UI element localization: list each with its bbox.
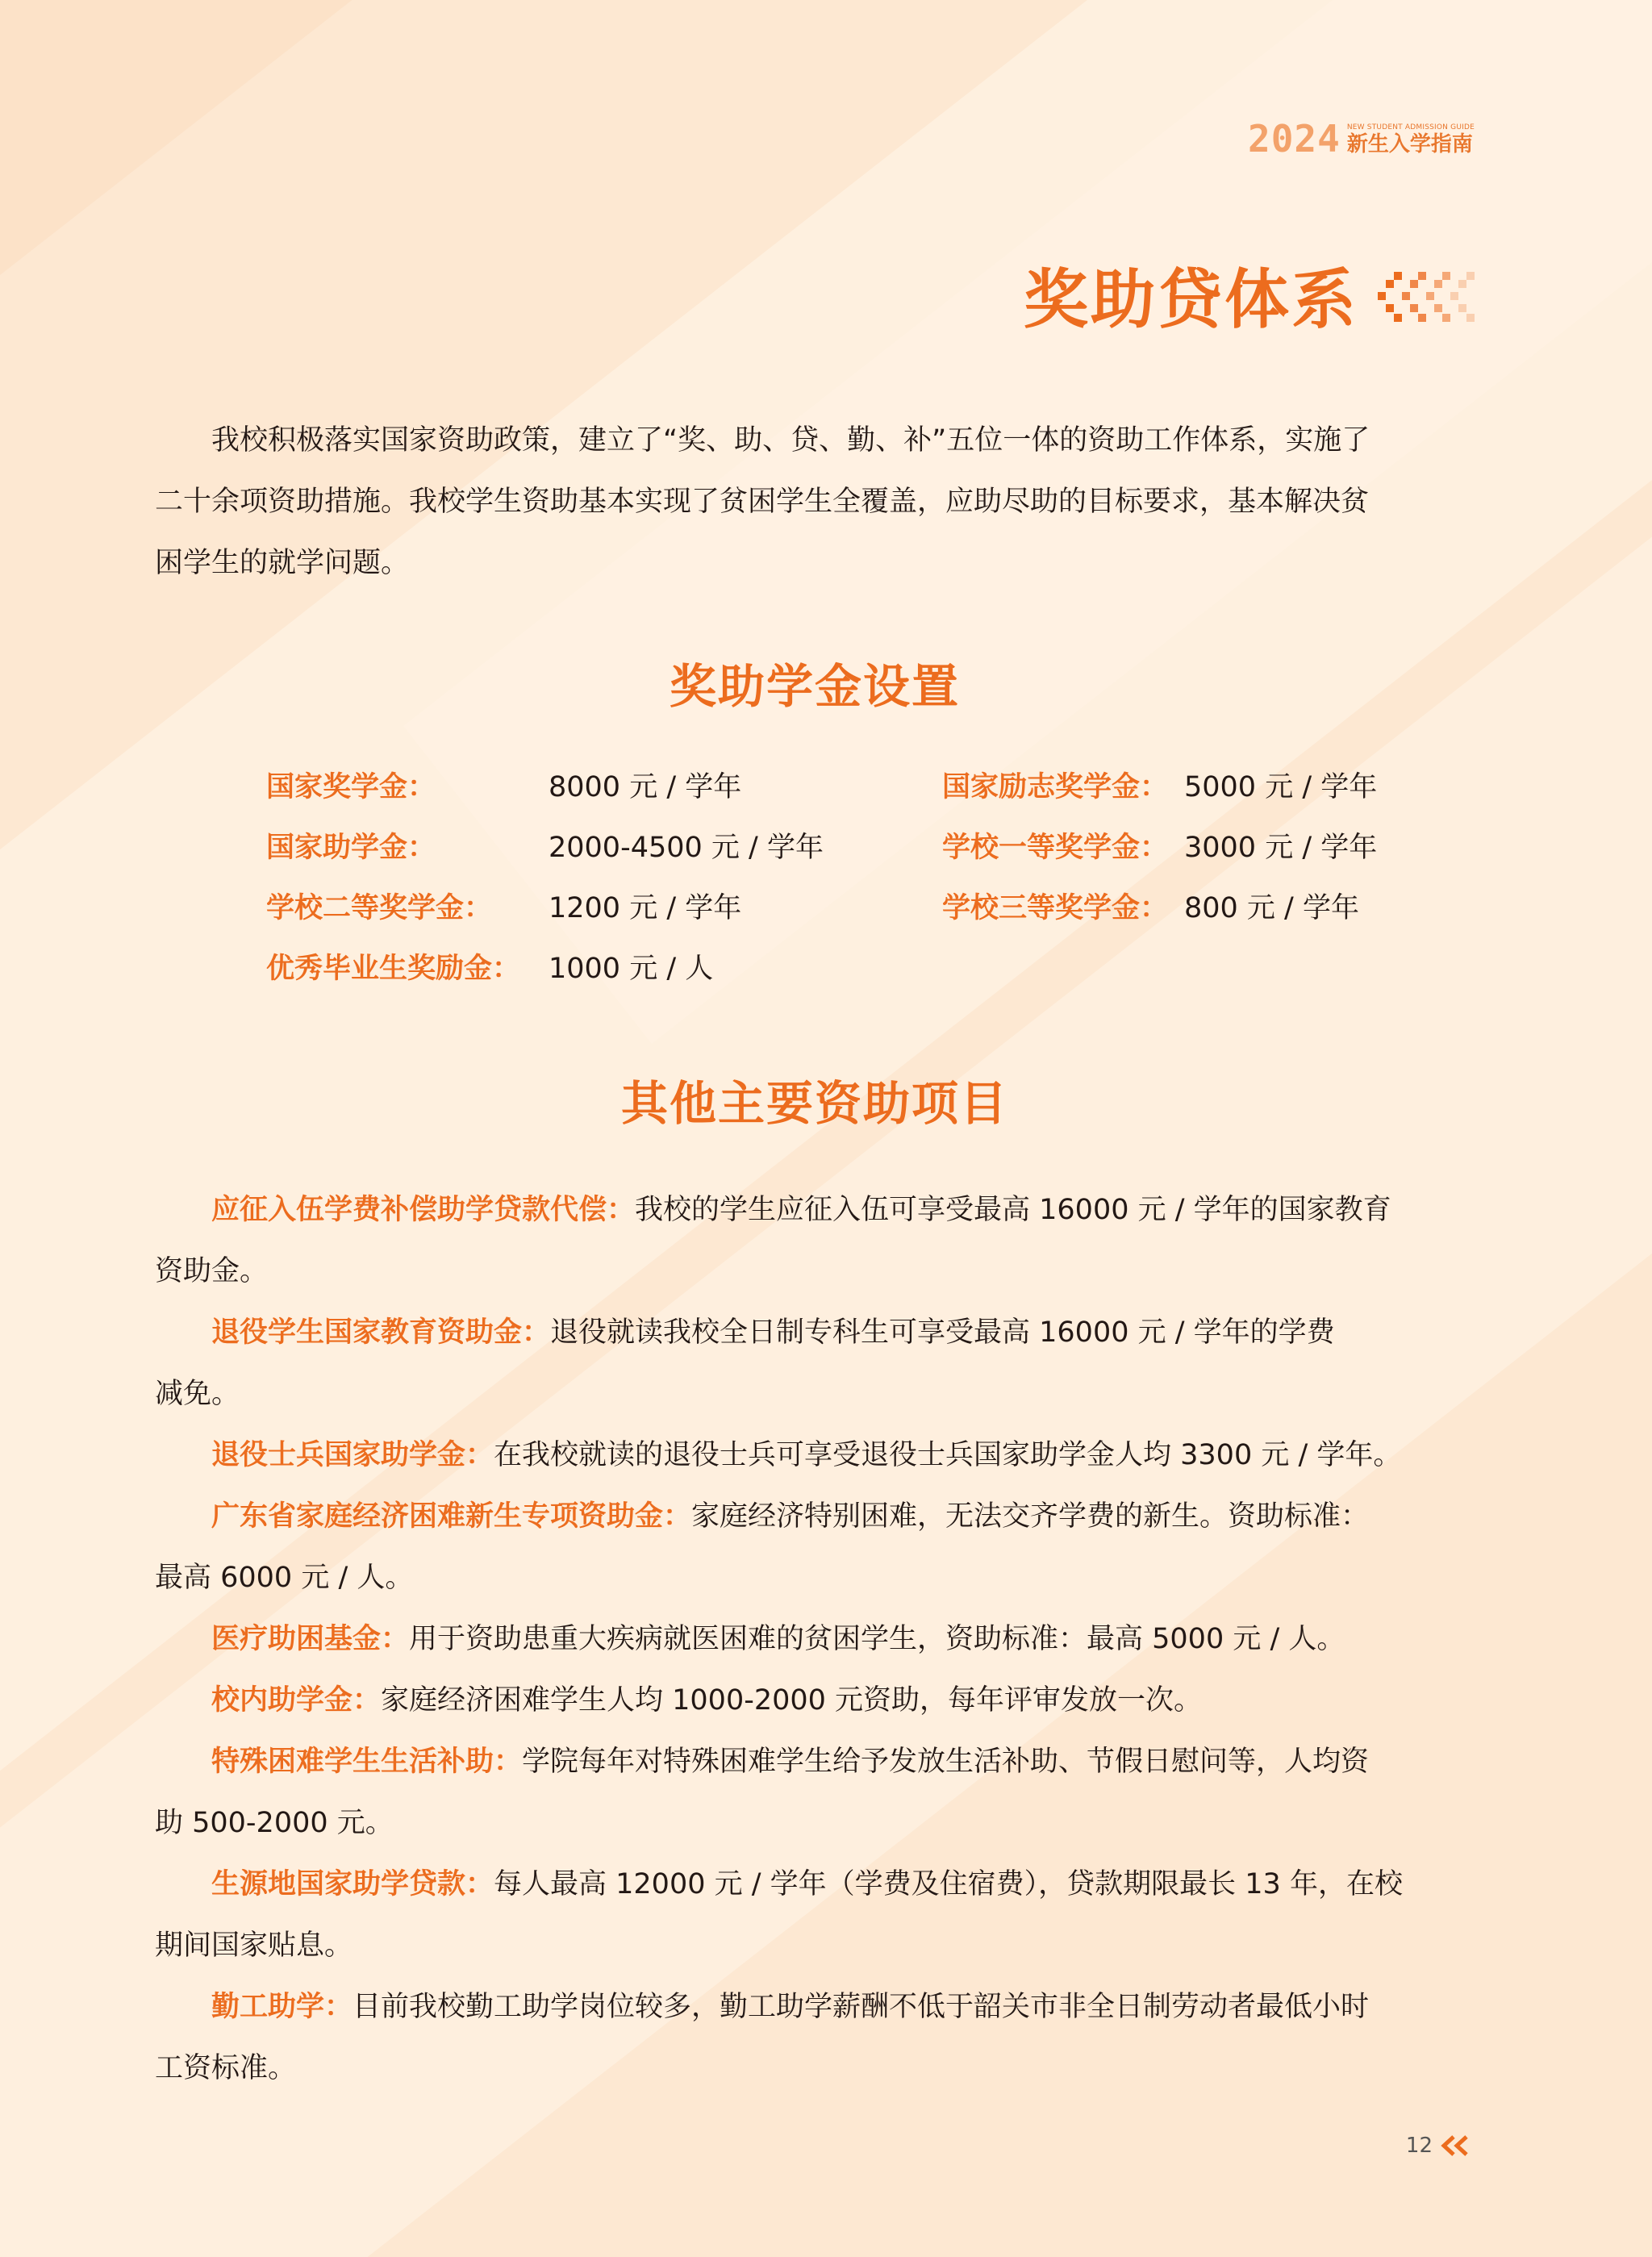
program-text-cont: 助 500-2000 元。 — [155, 1807, 394, 1839]
award-amount: 3000 元 / 学年 — [1184, 832, 1378, 864]
award-amount: 800 元 / 学年 — [1184, 892, 1359, 924]
program-name: 医疗助困基金： — [211, 1623, 410, 1655]
program-text: 在我校就读的退役士兵可享受退役士兵国家助学金人均 3300 元 / 学年。 — [494, 1439, 1402, 1471]
program-text: 家庭经济特别困难，无法交齐学费的新生。资助标准： — [691, 1500, 1370, 1533]
intro-line: 我校积极落实国家资助政策，建立了“奖、助、贷、勤、补”五位一体的资助工作体系，实施了 — [211, 424, 1370, 457]
program-name: 退役士兵国家助学金： — [211, 1439, 494, 1471]
pixel-chevrons-icon — [1376, 264, 1475, 336]
award-amount: 2000-4500 元 / 学年 — [549, 832, 824, 864]
award-name: 学校一等奖学金： — [942, 832, 1169, 864]
program-text-cont: 最高 6000 元 / 人。 — [155, 1562, 414, 1594]
page-title-block — [1024, 260, 1475, 340]
program-name: 勤工助学： — [211, 1991, 353, 2023]
double-chevron-left-icon — [1439, 2134, 1475, 2158]
award-name: 学校三等奖学金： — [942, 892, 1169, 924]
guide-logo — [1248, 117, 1475, 161]
page-title: 奖助贷体系 — [1024, 262, 1358, 337]
program-item — [155, 1976, 1475, 2099]
program-text: 每人最高 12000 元 / 学年（学费及住宿费），贷款期限最长 13 年，在校 — [494, 1868, 1403, 1900]
program-name: 应征入伍学费补偿助学贷款代偿： — [211, 1194, 636, 1226]
award-amount: 8000 元 / 学年 — [549, 771, 742, 803]
program-item — [155, 1425, 1475, 1486]
award-name: 优秀毕业生奖励金： — [266, 953, 521, 985]
page-number: 12 — [1405, 2134, 1433, 2158]
award-name: 国家励志奖学金： — [942, 771, 1169, 803]
intro-line: 二十余项资助措施。我校学生资助基本实现了贫困学生全覆盖，应助尽助的目标要求，基本解决贫 — [155, 486, 1370, 518]
programs-list — [155, 1179, 1475, 2099]
award-name: 国家助学金： — [266, 832, 436, 864]
awards-section-title: 奖助学金设置 — [669, 659, 960, 714]
program-item — [155, 1486, 1475, 1608]
logo-text — [1347, 123, 1475, 156]
program-name: 特殊困难学生生活补助： — [211, 1746, 523, 1778]
program-name: 退役学生国家教育资助金： — [211, 1316, 551, 1349]
program-text: 学院每年对特殊困难学生给予发放生活补助、节假日慰问等，人均资 — [522, 1746, 1370, 1778]
logo-subtitle-en: NEW STUDENT ADMISSION GUIDE — [1346, 123, 1475, 131]
logo-year: 2024 — [1248, 117, 1341, 161]
program-item — [155, 1854, 1475, 1976]
program-text-cont: 减免。 — [155, 1378, 240, 1410]
program-text: 家庭经济困难学生人均 1000-2000 元资助，每年评审发放一次。 — [381, 1684, 1203, 1717]
program-text: 目前我校勤工助学岗位较多，勤工助学薪酬不低于韶关市非全日制劳动者最低小时 — [353, 1991, 1370, 2023]
program-item — [155, 1608, 1475, 1670]
award-name: 国家奖学金： — [266, 771, 436, 803]
award-amount: 1200 元 / 学年 — [549, 892, 742, 924]
program-name: 生源地国家助学贷款： — [211, 1868, 494, 1900]
award-amount: 5000 元 / 学年 — [1184, 771, 1378, 803]
award-name: 学校二等奖学金： — [266, 892, 493, 924]
logo-subtitle-cn: 新生入学指南 — [1346, 132, 1473, 156]
awards-grid — [266, 763, 1476, 1021]
program-text-cont: 工资标准。 — [155, 2052, 297, 2084]
intro-line: 困学生的就学问题。 — [155, 547, 410, 579]
program-name: 广东省家庭经济困难新生专项资助金： — [211, 1500, 692, 1533]
program-text: 退役就读我校全日制专科生可享受最高 16000 元 / 学年的学费 — [550, 1316, 1335, 1349]
programs-section-title: 其他主要资助项目 — [620, 1076, 1008, 1131]
program-text-cont: 资助金。 — [155, 1255, 269, 1287]
intro-paragraph — [155, 410, 1475, 594]
award-amount: 1000 元 / 人 — [549, 953, 714, 985]
page-footer — [1406, 2134, 1475, 2158]
program-text: 我校的学生应征入伍可享受最高 16000 元 / 学年的国家教育 — [635, 1194, 1391, 1226]
program-text: 用于资助患重大疾病就医困难的贫困学生，资助标准：最高 5000 元 / 人。 — [409, 1623, 1345, 1655]
program-name: 校内助学金： — [211, 1684, 382, 1717]
program-item — [155, 1670, 1475, 1731]
program-item — [155, 1179, 1475, 1302]
program-item — [155, 1302, 1475, 1425]
program-item — [155, 1731, 1475, 1854]
program-text-cont: 期间国家贴息。 — [155, 1930, 353, 1962]
